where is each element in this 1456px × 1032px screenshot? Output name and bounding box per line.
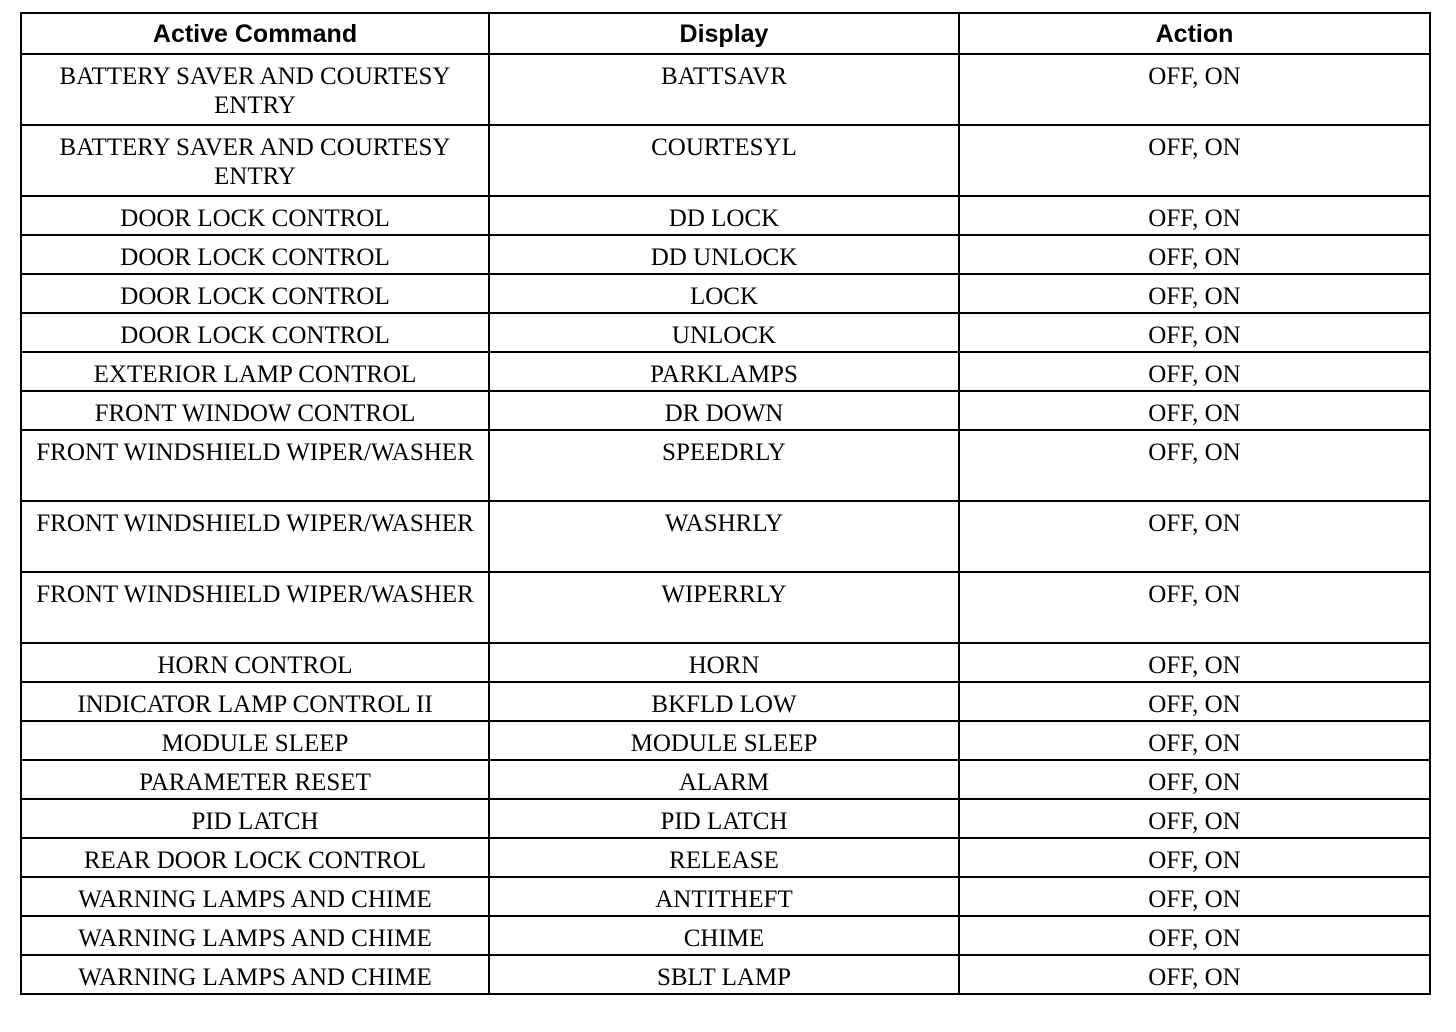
table-header-row	[21, 13, 1430, 54]
table-row	[21, 760, 1430, 799]
active-command-cell: HORN CONTROL	[21, 643, 489, 682]
display-cell: HORN	[489, 643, 959, 682]
action-cell: OFF, ON	[959, 955, 1430, 994]
action-cell: OFF, ON	[959, 235, 1430, 274]
display-cell: BKFLD LOW	[489, 682, 959, 721]
active-command-cell: DOOR LOCK CONTROL	[21, 235, 489, 274]
active-command-cell: WARNING LAMPS AND CHIME	[21, 916, 489, 955]
table-row	[21, 682, 1430, 721]
table-row	[21, 391, 1430, 430]
table-row	[21, 799, 1430, 838]
active-command-cell: PID LATCH	[21, 799, 489, 838]
active-command-table	[20, 12, 1431, 995]
action-cell: OFF, ON	[959, 760, 1430, 799]
action-cell: OFF, ON	[959, 274, 1430, 313]
active-command-cell: WARNING LAMPS AND CHIME	[21, 955, 489, 994]
table-row	[21, 313, 1430, 352]
display-cell: SBLT LAMP	[489, 955, 959, 994]
display-cell: WASHRLY	[489, 501, 959, 572]
display-cell: DR DOWN	[489, 391, 959, 430]
action-cell: OFF, ON	[959, 430, 1430, 501]
display-cell: SPEEDRLY	[489, 430, 959, 501]
display-cell: DD LOCK	[489, 196, 959, 235]
active-command-cell: DOOR LOCK CONTROL	[21, 313, 489, 352]
action-cell: OFF, ON	[959, 721, 1430, 760]
action-cell: OFF, ON	[959, 501, 1430, 572]
active-command-cell: FRONT WINDSHIELD WIPER/WASHER	[21, 501, 489, 572]
action-cell: OFF, ON	[959, 877, 1430, 916]
display-cell: PID LATCH	[489, 799, 959, 838]
display-cell: WIPERRLY	[489, 572, 959, 643]
column-header-action: Action	[959, 13, 1430, 54]
table-row	[21, 54, 1430, 125]
table-row	[21, 955, 1430, 994]
active-command-cell: INDICATOR LAMP CONTROL II	[21, 682, 489, 721]
table-row	[21, 501, 1430, 572]
display-cell: COURTESYL	[489, 125, 959, 196]
display-cell: PARKLAMPS	[489, 352, 959, 391]
action-cell: OFF, ON	[959, 196, 1430, 235]
action-cell: OFF, ON	[959, 682, 1430, 721]
table-row	[21, 838, 1430, 877]
action-cell: OFF, ON	[959, 313, 1430, 352]
active-command-cell: PARAMETER RESET	[21, 760, 489, 799]
active-command-cell: FRONT WINDSHIELD WIPER/WASHER	[21, 430, 489, 501]
display-cell: MODULE SLEEP	[489, 721, 959, 760]
action-cell: OFF, ON	[959, 838, 1430, 877]
table-row	[21, 196, 1430, 235]
display-cell: ALARM	[489, 760, 959, 799]
display-cell: UNLOCK	[489, 313, 959, 352]
action-cell: OFF, ON	[959, 125, 1430, 196]
table-row	[21, 572, 1430, 643]
table-row	[21, 274, 1430, 313]
action-cell: OFF, ON	[959, 391, 1430, 430]
table-row	[21, 235, 1430, 274]
active-command-cell: BATTERY SAVER AND COURTESY ENTRY	[21, 125, 489, 196]
table-body	[21, 54, 1430, 994]
action-cell: OFF, ON	[959, 352, 1430, 391]
display-cell: CHIME	[489, 916, 959, 955]
action-cell: OFF, ON	[959, 799, 1430, 838]
action-cell: OFF, ON	[959, 572, 1430, 643]
column-header-active-command: Active Command	[21, 13, 489, 54]
table-row	[21, 877, 1430, 916]
table-row	[21, 721, 1430, 760]
active-command-cell: BATTERY SAVER AND COURTESY ENTRY	[21, 54, 489, 125]
display-cell: LOCK	[489, 274, 959, 313]
table-row	[21, 916, 1430, 955]
table-row	[21, 352, 1430, 391]
table-row	[21, 125, 1430, 196]
display-cell: BATTSAVR	[489, 54, 959, 125]
active-command-cell: DOOR LOCK CONTROL	[21, 196, 489, 235]
active-command-cell: REAR DOOR LOCK CONTROL	[21, 838, 489, 877]
display-cell: ANTITHEFT	[489, 877, 959, 916]
column-header-display: Display	[489, 13, 959, 54]
active-command-cell: MODULE SLEEP	[21, 721, 489, 760]
display-cell: RELEASE	[489, 838, 959, 877]
display-cell: DD UNLOCK	[489, 235, 959, 274]
action-cell: OFF, ON	[959, 54, 1430, 125]
active-command-cell: FRONT WINDSHIELD WIPER/WASHER	[21, 572, 489, 643]
table-row	[21, 643, 1430, 682]
table-row	[21, 430, 1430, 501]
action-cell: OFF, ON	[959, 643, 1430, 682]
active-command-cell: FRONT WINDOW CONTROL	[21, 391, 489, 430]
active-command-cell: EXTERIOR LAMP CONTROL	[21, 352, 489, 391]
active-command-cell: WARNING LAMPS AND CHIME	[21, 877, 489, 916]
action-cell: OFF, ON	[959, 916, 1430, 955]
active-command-cell: DOOR LOCK CONTROL	[21, 274, 489, 313]
